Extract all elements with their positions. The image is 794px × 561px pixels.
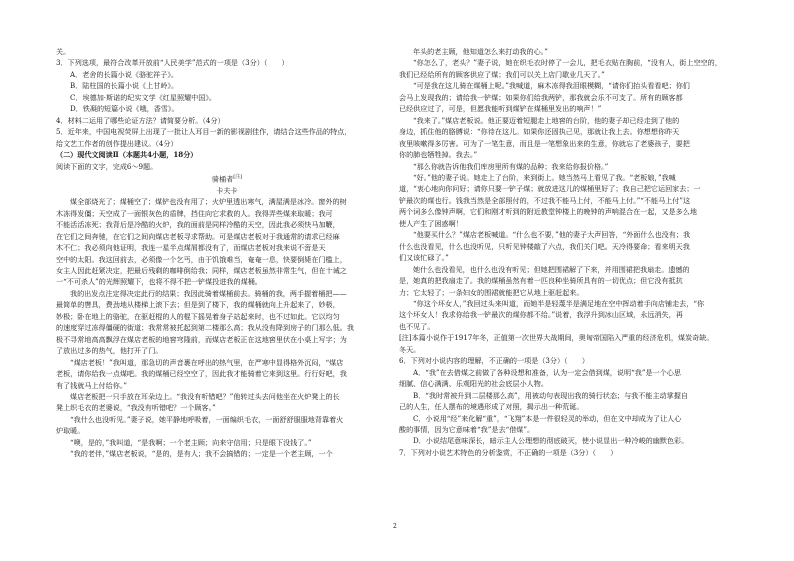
story-title <box>56 172 398 185</box>
paragraph-line: “好。”他的妻子说。她走上了台阶，来到街上。她当然马上看见了我。“老板娘，”我喊 <box>413 172 676 182</box>
paragraph <box>399 264 741 298</box>
option-line: 己的人生，任人摆布的境遇形成了对照，揭示出一种荒诞。 <box>399 402 584 412</box>
paragraph-line: 了放出过多的热气，他打开了门。 <box>56 346 163 356</box>
text-line: 给文艺工作者的创作提出建议。（4分） <box>56 138 178 148</box>
question-5 <box>56 126 398 149</box>
option-line: C．小说用“经”来化解“重”，“飞翔”本是一件很轻灵的举动，但在文中却成为了让人心 <box>413 413 682 423</box>
option-item: B．陆柱国的长篇小说《上甘岭》。 <box>70 81 179 91</box>
paragraph-line: “你这个坏女人，”我回过头来叫道，而她半是轻蔑半是满足地在空中挥动着手向店铺走去，“你 <box>413 298 705 308</box>
paragraph-line: 木冻得发僵；天空成了一面银灰色的盾牌，挡住向它求救的人。我得弄些煤来取暖；我可 <box>56 208 333 218</box>
option-line: 酸的事情，因为它意味着“我”是去“借煤”。 <box>399 424 535 434</box>
paragraph <box>399 57 741 80</box>
story-body-right <box>399 46 741 332</box>
paragraph-line: 会马上发现我的；请给我一铲煤；如果你们给我两铲，那我就会乐不可支了。所有的顾客都 <box>399 92 683 102</box>
paragraph-line: 你的肺也牺牲掉。我去。” <box>399 150 478 160</box>
paragraph-line: 女主人因此赶紧决定，把最后残剩的咖啡倒给我；同样，煤店老板虽然非常生气，但在十诫之 <box>56 265 347 275</box>
page-number: 2 <box>393 523 397 530</box>
paragraph-line: 使人产生了困惑啊！ <box>399 218 463 228</box>
paragraph-line: 不能活活冻死；我背后是冷酷的火炉，我的面前是同样冷酷的天空，因此我必须快马加鞭， <box>56 220 340 230</box>
paragraph-line: 的速度穿过冻得僵硬的街道；我常常被托起到第二楼那么高；我从没有降到房子的门那么低。我 <box>56 323 354 333</box>
paragraph <box>56 357 398 391</box>
option-line: B．“我时常被升到二层楼那么高”，用被动句表现出我的骑行状态；与我不能主动掌握自 <box>413 390 688 400</box>
paragraph-line: 也不见了。 <box>399 321 435 331</box>
section-title: （二）现代文阅读Ⅱ（本题共4小题，18分） <box>56 150 198 160</box>
paragraph-line: 她什么也没看见，也什么也没有听见；但她把围裙解了下来，并用围裙把我扇走。遗憾的 <box>413 264 690 274</box>
paragraph <box>399 80 741 114</box>
paragraph-line: 是，她真的把我扇走了。我的煤桶虽然有着一匹良种坐骑所具有的一切优点；但它没有抵抗 <box>399 276 683 286</box>
paragraph-line: “我什么也没听见。”妻子说，她平静地呼吸着，一面编织毛衣，一面舒舒服服地背靠着火 <box>70 414 344 424</box>
paragraph <box>399 298 741 332</box>
paragraph <box>399 115 741 161</box>
story-title-note: [注] <box>233 173 243 180</box>
paragraph-line: 木不仁；我必须向他证明，我连一星半点煤屑都没有了，而煤店老板对我来说不啻是天 <box>56 243 326 253</box>
text-line: 关。 <box>56 47 71 56</box>
paragraph-line: 一“不可杀人”的光辉照耀下，也将不得不把一铲煤投进我的煤桶。 <box>56 277 262 287</box>
option-line: D．小说结尾意味深长，暗示主人公理想的彻底破灭，使小说显出一种冷峻的幽默色彩。 <box>413 436 689 446</box>
story-note: [注]本篇小说作于1917年冬，正值第一次世界大战期间，奥匈帝国陷入严重的经济危机，煤炭奇缺。 <box>399 333 714 343</box>
paragraph-line: “煤店老板！”我叫道，那急切的声音裹在呼出的热气里，在严寒中显得格外沉闷，“煤店 <box>70 357 344 367</box>
paragraph-line: 在它们之间奔驰，在它们之间向煤店老板寻求帮助。可是煤店老板对于我通常的请求已经麻 <box>56 231 340 241</box>
paragraph-line: 我们已经给所有的顾客供应了煤；我们可以关上店门歇业几天了。” <box>399 69 605 79</box>
paragraph-line: “我的老伴，”煤店老板说，“是的，是有人；我不会搞错的；一定是一个老主顾，一个 <box>70 449 333 459</box>
paragraph-line: 妙极；卧在地上的骆驼，在驱赶棍的人的棍下摇晃着身子站起来时，也不过如此。它以均匀 <box>56 311 340 321</box>
text-line: 5．近年来，中国电视荧屏上出现了一批让人耳目一新的影视剧佳作，请结合这些作品的特点， <box>56 127 352 137</box>
story-note-tail: 冬天。 <box>399 344 421 354</box>
option-item: D．铁凝的短篇小说《哦，香雪》。 <box>70 104 179 114</box>
paragraph-line: 有了钱就马上付给你。” <box>56 380 128 390</box>
paragraph-line: “我来了。”煤店老板说。他正要迈着短腿走上地窖的台阶，他的妻子却已经走到了他的 <box>413 115 680 125</box>
paragraph-line: 煤全部烧光了；煤桶空了；煤铲也没有用了；火炉里透出寒气，满屋满是冰冷。窗外的树 <box>70 197 347 207</box>
paragraph-line: 极不寻常地高高飘浮在煤店老板的地窖穹隆前，而煤店老板正在这地窖里伏在小桌上写字；为 <box>56 334 347 344</box>
section-intro: 阅读下面的文字，完成6～9题。 <box>56 161 158 171</box>
option-item <box>399 413 741 436</box>
paragraph <box>56 448 398 459</box>
paragraph-line: 老板，请你给我一点煤吧。我的煤桶已经空空了，因此我才能骑着它来到这里。行行好吧，我 <box>56 369 347 379</box>
paragraph-line: 最简单的辔具，费劲地从楼梯上滚下去；但是到了楼下，我的煤桶就向上升起来了，妙极， <box>56 300 340 310</box>
paragraph-line: “他要买什么？”煤店老板喊道。“什么也不要，”他的妻子大声回答，“外面什么也没有；我 <box>413 230 691 240</box>
option-item: A．老舍的长篇小说《骆驼祥子》。 <box>70 69 178 79</box>
story-title-text: 骑桶者 <box>211 174 234 184</box>
option-item <box>399 390 741 413</box>
paragraph-line: 这个坏女人！我求你给我一铲最次的煤你都不给。”说着，我浮升到冰山区域，永远消失，再 <box>399 310 683 320</box>
paragraph <box>56 437 398 448</box>
paragraph <box>399 46 741 57</box>
paragraph-line: 我的出发点注定得决定此行的结果；我因此骑着煤桶前去。骑桶的我，两手握着桶把—— <box>70 288 347 298</box>
option-item <box>399 435 741 446</box>
paragraph-line: “你怎么了，老头？”妻子说，她在织毛衣时停了一会儿，把毛衣贴在胸前，“没有人，街上空空的， <box>413 58 722 68</box>
left-column <box>56 46 398 460</box>
paragraph-line: 两个词多么像钟声啊，它们和刚才听到的附近教堂钟楼上的晚钟的声响混合在一起，又是多么地 <box>399 207 697 217</box>
paragraph-line: “可是我在这儿骑在煤桶上呢。”我喊道，麻木冻得我泪眼模糊，“请你们抬头看看吧；你们 <box>413 81 690 91</box>
story-author: 卡夫卡 <box>216 185 238 195</box>
paragraph-line: 道，“衷心地向你问好；请你只要一铲子煤；就放进这儿的煤桶里好了；我自己把它运回家去；一 <box>399 184 701 194</box>
paragraph <box>56 391 398 414</box>
paragraph-line: 身边，抓住他的胳膊说：“你待在这儿。如果你还固执己见，那就让我上去。你想想你昨天 <box>399 127 680 137</box>
paragraph-line: 已经供应过了，可是，但愿我能听到煤铲在煤桶里发出的响声！” <box>399 104 602 114</box>
question-6: 6．下列对小说内容的理解，不正确的一项是（3分）（ ） <box>399 356 589 366</box>
option-line: 细腻、信心满满、乐观阳光的社会底层小人物。 <box>399 379 548 389</box>
option-line: A．“我”在去借煤之前做了各种设想和准备，认为一定会借到煤，说明“我”是一个心思 <box>413 367 681 377</box>
paragraph <box>56 196 398 288</box>
right-column <box>399 46 741 458</box>
text-line: 3．下列选项，最符合改革开放前“人民美学”范式的一项是（3分）（ ） <box>56 58 289 68</box>
paragraph-line: 空中的太阳。我这回前去，必须像一个乞丐，由于饥饿难当，奄奄一息，快要倒毙在门槛上， <box>56 254 347 264</box>
q6-options <box>399 367 741 447</box>
paragraph <box>56 288 398 357</box>
option-item: C．埃德加·斯诺的纪实文学《红星照耀中国》。 <box>70 92 217 102</box>
paragraph <box>399 172 741 229</box>
paragraph-line: 铲最次的煤也行。钱我当然是全部照付的，不过我不能马上付，不能马上付。”“不能马上付”这 <box>399 195 691 205</box>
question-4: 4．材料二运用了哪些论证方法？请简要分析。（4分） <box>56 115 225 125</box>
paragraph-line: 煤店老板把一只手放在耳朵边上。“我没有听错吧？”他转过头去问他坐在火炉凳上的长 <box>70 391 340 401</box>
paragraph-line: 什么也没看见，什么也没听见，只听见钟楼敲了六点，我们关门吧。天冷得要命；看来明天我 <box>399 241 690 251</box>
paragraph-line: “那么你就告诉他我们库房里所有煤的品种；我来给你报价格。” <box>413 161 609 171</box>
q3-options <box>56 69 398 115</box>
paragraph-line: 力；它太轻了；一条妇女的围裙就能把它从地上驱赶起来。 <box>399 287 584 297</box>
paragraph <box>399 161 741 172</box>
question-7: 7．下列对小说艺术特色的分析鉴赏，不正确的一项是（3分）（ ） <box>399 447 618 457</box>
paragraph-line: 年头的老主顾，他知道怎么来打动我的心。” <box>413 47 548 56</box>
paragraph-line: 炉取暖。 <box>56 426 85 436</box>
paragraph-line: 凳上织毛衣的老婆说，“我没有听错吧？一个顾客。” <box>56 403 216 413</box>
paragraph-line: “噢，是的，”我叫道，“是我啊；一个老主顾；向来守信用；只是眼下没钱了。” <box>70 437 312 447</box>
question-tail-block <box>56 46 398 69</box>
paragraph <box>56 414 398 437</box>
option-item <box>399 367 741 390</box>
paragraph <box>399 229 741 263</box>
paragraph-line: 们又该忙碌了。” <box>399 253 449 263</box>
paragraph-line: 夜里咳嗽得多厉害。可为了一笔生意，而且是一笔想象出来的生意，你就忘了老婆孩子，要把 <box>399 138 690 148</box>
story-body-left <box>56 196 398 459</box>
